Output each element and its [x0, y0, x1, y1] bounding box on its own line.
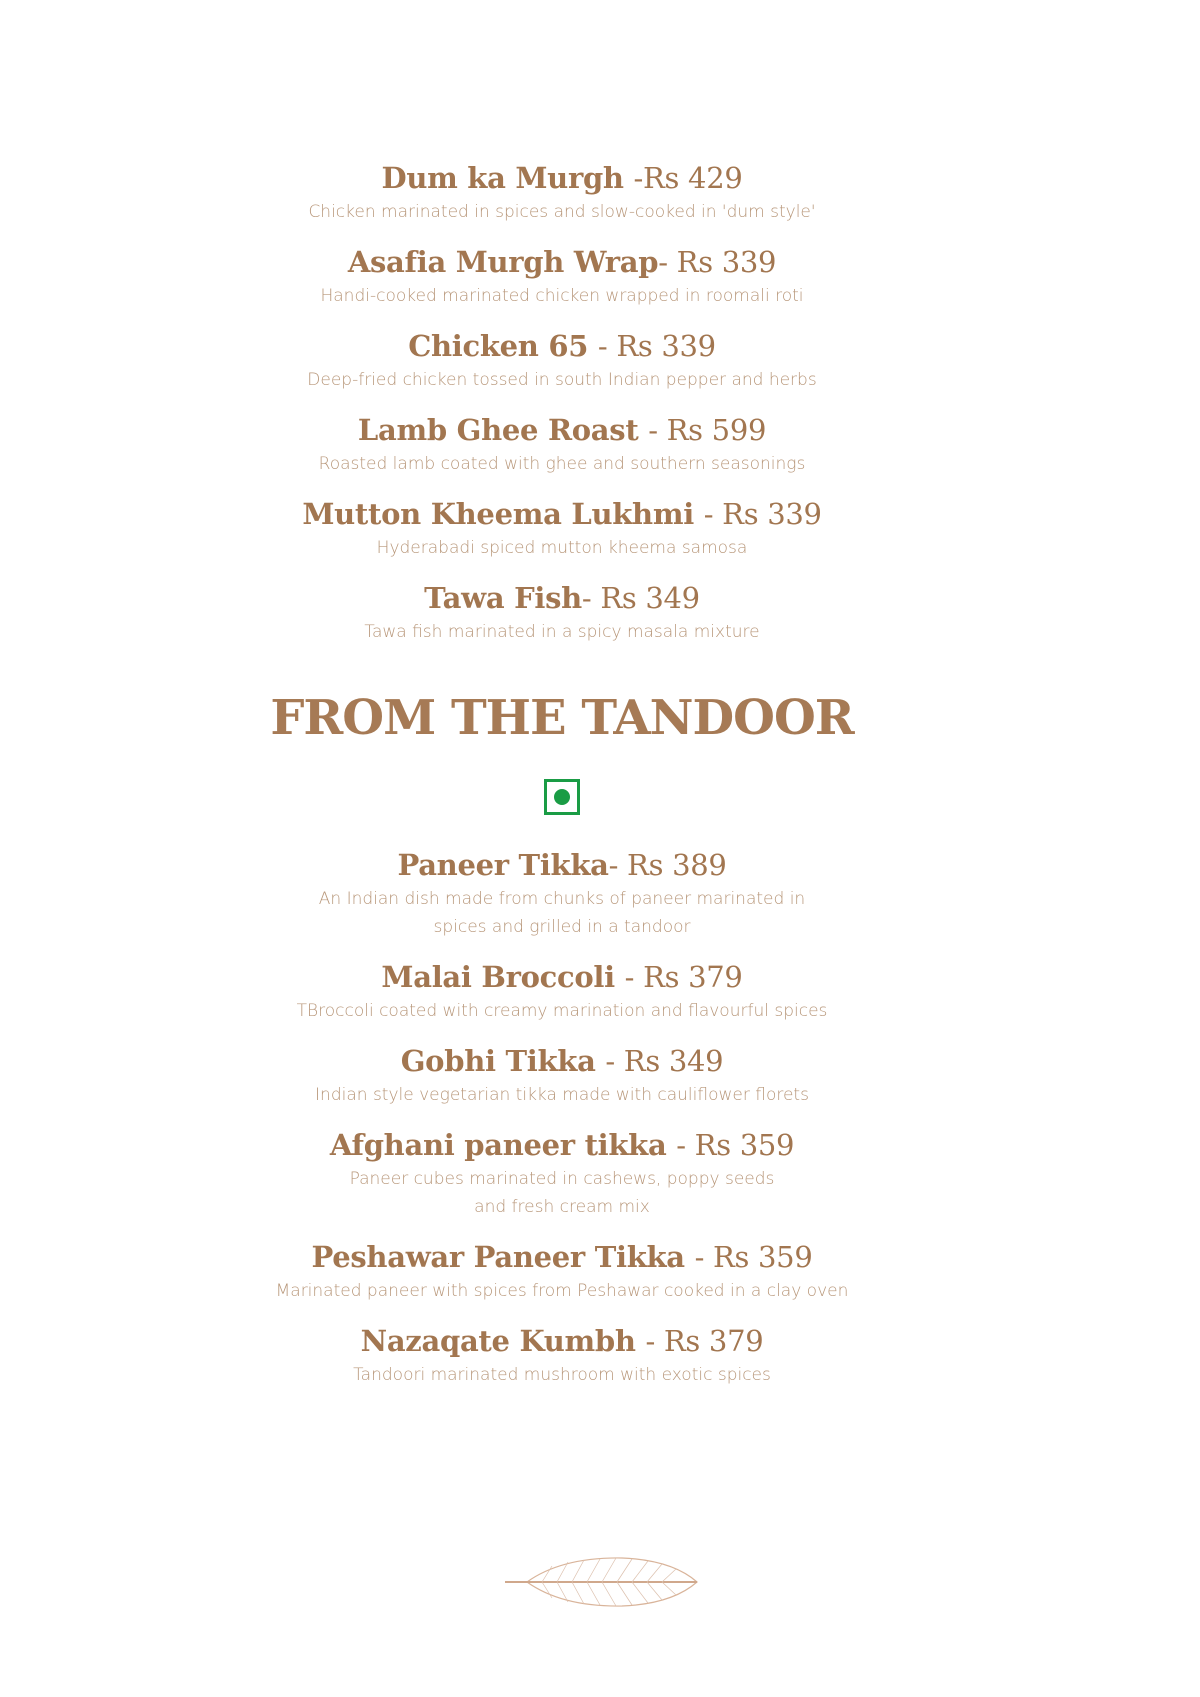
menu-item: [262, 1125, 862, 1221]
menu-item: [262, 326, 862, 394]
item-price: -Rs 429: [633, 161, 743, 195]
item-description: Roasted lamb coated with ghee and southern seasonings: [318, 454, 806, 474]
item-description: Deep-fried chicken tossed in south Indian pepper and herbs: [307, 370, 817, 390]
item-title: [262, 158, 862, 198]
menu-item: [262, 578, 862, 646]
section-non-veg: [262, 158, 862, 646]
item-price: - Rs 339: [658, 245, 777, 279]
item-title: [262, 1321, 862, 1361]
item-title: [262, 1125, 862, 1165]
item-title: [262, 957, 862, 997]
item-description: TBroccoli coated with creamy marination and flavourful spices: [296, 1001, 828, 1021]
item-price: - Rs 349: [605, 1044, 724, 1078]
item-price: - Rs 379: [645, 1324, 764, 1358]
item-name: Paneer Tikka: [397, 848, 609, 882]
item-price: - Rs 339: [703, 497, 822, 531]
item-name: Mutton Kheema Lukhmi: [302, 497, 704, 531]
item-name: Peshawar Paneer Tikka: [311, 1240, 695, 1274]
leaf-icon: [502, 1552, 702, 1612]
item-description: Indian style vegetarian tikka made with cauliflower florets: [315, 1085, 809, 1105]
item-price: - Rs 599: [648, 413, 767, 447]
menu-item: [262, 1041, 862, 1109]
item-title: [262, 242, 862, 282]
item-name: Nazaqate Kumbh: [360, 1324, 646, 1358]
item-price: - Rs 379: [624, 960, 743, 994]
item-description: Handi-cooked marinated chicken wrapped in roomali roti: [320, 286, 804, 306]
item-name: Malai Broccoli: [381, 960, 625, 994]
item-price: - Rs 349: [581, 581, 700, 615]
menu-item: [262, 158, 862, 226]
menu-item: [262, 410, 862, 478]
veg-dot: [554, 789, 570, 805]
section-heading: FROM THE TANDOOR: [270, 690, 854, 746]
item-title: [262, 1237, 862, 1277]
menu-item: [262, 1237, 862, 1305]
item-name: Chicken 65: [408, 329, 598, 363]
menu-column: [262, 158, 862, 1405]
item-name: Dum ka Murgh: [381, 161, 634, 195]
veg-mark-icon: [544, 779, 580, 815]
item-description: Tawa fish marinated in a spicy masala mixture: [364, 622, 760, 642]
item-title: [262, 1041, 862, 1081]
item-price: - Rs 359: [676, 1128, 795, 1162]
menu-item: [262, 957, 862, 1025]
item-description: Chicken marinated in spices and slow-cooked in 'dum style': [308, 202, 816, 222]
item-price: - Rs 359: [694, 1240, 813, 1274]
item-name: Asafia Murgh Wrap: [347, 245, 659, 279]
section-tandoor: [262, 845, 862, 1389]
item-description: An Indian dish made from chunks of paneer marinated in spices and grilled in a tandoor: [318, 889, 806, 937]
item-price: - Rs 339: [597, 329, 716, 363]
item-description: Marinated paneer with spices from Peshawar cooked in a clay oven: [275, 1281, 849, 1301]
item-description: Tandoori marinated mushroom with exotic spices: [353, 1365, 771, 1385]
item-description: Paneer cubes marinated in cashews, poppy seeds and fresh cream mix: [349, 1169, 775, 1217]
item-title: [262, 494, 862, 534]
menu-item: [262, 845, 862, 941]
menu-item: [262, 494, 862, 562]
item-name: Lamb Ghee Roast: [357, 413, 649, 447]
item-name: Tawa Fish: [424, 581, 582, 615]
item-price: - Rs 389: [608, 848, 727, 882]
item-title: [262, 578, 862, 618]
item-title: [262, 326, 862, 366]
item-title: [262, 410, 862, 450]
item-name: Afghani paneer tikka: [329, 1128, 677, 1162]
item-description: Hyderabadi spiced mutton kheema samosa: [376, 538, 748, 558]
item-name: Gobhi Tikka: [400, 1044, 606, 1078]
item-title: [262, 845, 862, 885]
menu-item: [262, 242, 862, 310]
menu-item: [262, 1321, 862, 1389]
